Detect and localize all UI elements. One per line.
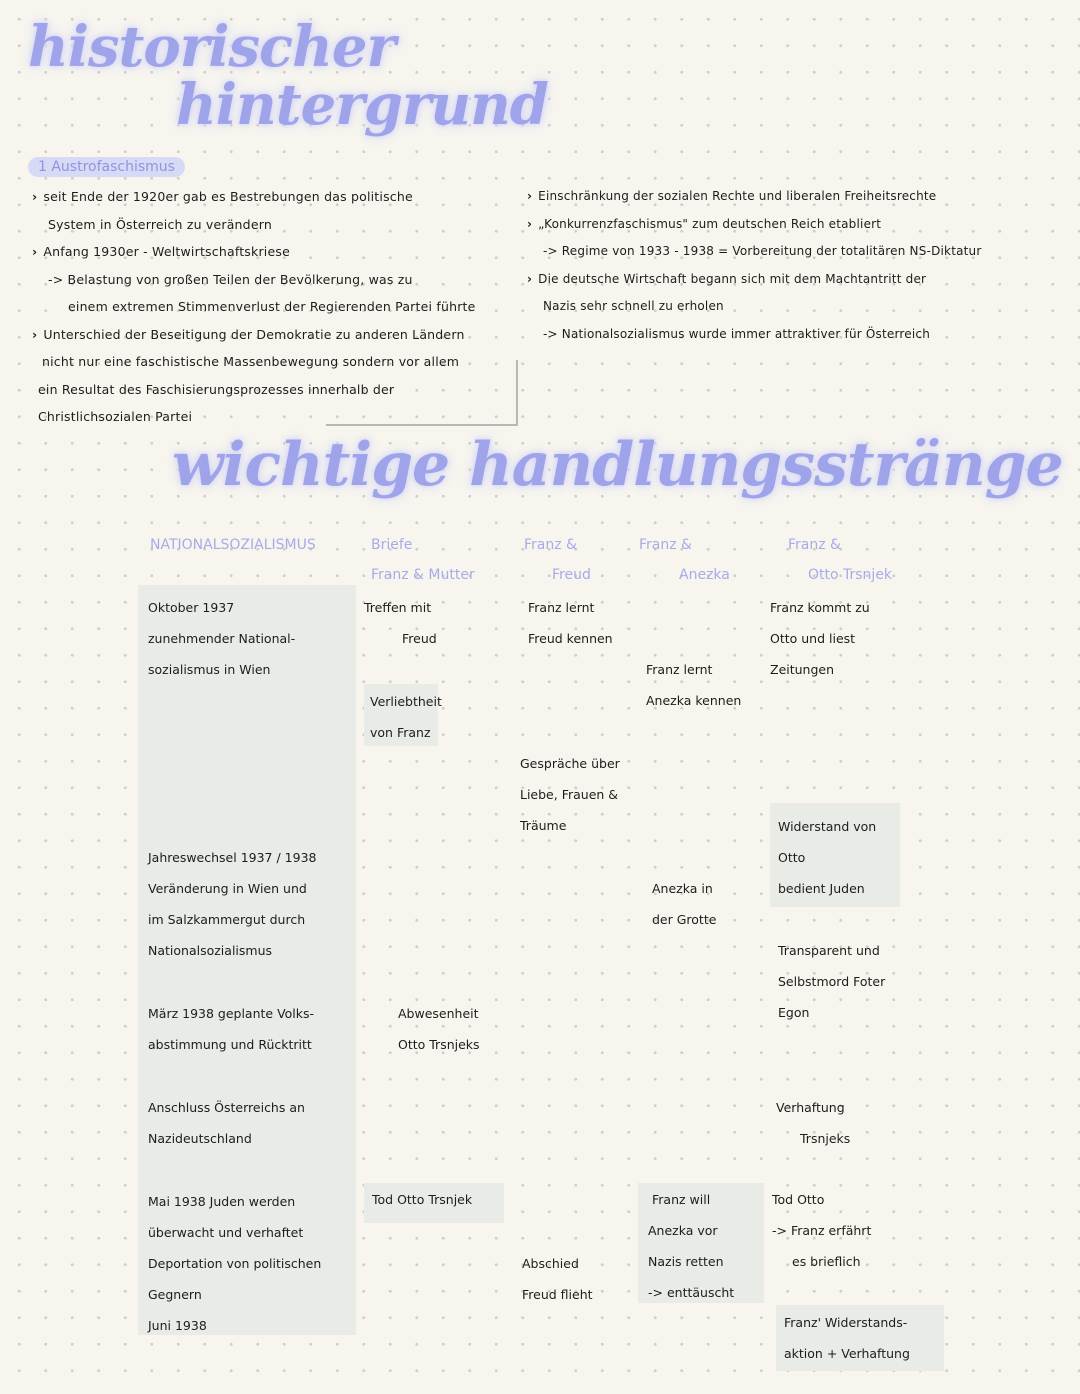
note-line: ein Resultat des Faschisierungsprozesses innerhalb der: [38, 381, 395, 397]
note-line: › seit Ende der 1920er gab es Bestrebungen das politische: [32, 189, 413, 204]
otto-entry-widerstand: Widerstand von Otto bedient Juden: [778, 819, 877, 896]
note-line: -> Regime von 1933 - 1938 = Vorbereitung der totalitären NS-Diktatur: [543, 244, 982, 258]
note-line: › Einschränkung der sozialen Rechte und liberalen Freiheitsrechte: [527, 189, 937, 203]
note-line: › Anfang 1930er - Weltwirtschaftskriese: [32, 244, 290, 259]
bullet-icon: ›: [527, 216, 533, 231]
briefe-entry-tod: Tod Otto Trsnjek: [372, 1192, 473, 1207]
column-header-franz-anezka: Franz & Anezka: [639, 537, 730, 583]
bullet-icon: ›: [32, 189, 38, 204]
note-line: › „Konkurrenzfaschismus" zum deutschen Reich etabliert: [527, 216, 882, 231]
anezka-entry-grotte: Anezka in der Grotte: [652, 881, 717, 927]
note-line: › Die deutsche Wirtschaft begann sich mit dem Machtantritt der: [527, 271, 927, 286]
freud-entry-gespraeche: Gespräche über Liebe, Frauen & Träume: [520, 756, 620, 833]
bullet-icon: ›: [527, 189, 533, 203]
title-historischer: historischer: [28, 14, 395, 80]
otto-entry-verhaftung: Verhaftung Trsnjeks: [776, 1100, 851, 1146]
column-header-franz-freud: Franz & Freud: [524, 537, 591, 583]
divider-line: [326, 424, 516, 426]
note-line: Nazis sehr schnell zu erholen: [543, 299, 724, 313]
title-hintergrund: hintergrund: [176, 72, 548, 138]
section-label-austrofaschismus: 1 Austrofaschismus: [28, 157, 185, 177]
ns-entry-mai-1938: Mai 1938 Juden werden überwacht und verhaftet Deportation von politischen Gegnern Juni 1938: [148, 1194, 322, 1333]
ns-entry-jahreswechsel: Jahreswechsel 1937 / 1938 Veränderung in Wien und im Salzkammergut durch Nationalsozialismus: [148, 850, 317, 958]
ns-entry-maerz-1938: März 1938 geplante Volks- abstimmung und Rücktritt: [148, 1006, 315, 1052]
anezka-entry-retten: Franz will Anezka vor Nazis retten -> enttäuscht: [648, 1192, 735, 1300]
title-wichtige-handlungsstraenge: wichtige handlungsstränge: [172, 430, 1063, 500]
ns-entry-anschluss: Anschluss Österreichs an Nazideutschland: [148, 1100, 305, 1146]
note-line: nicht nur eine faschistische Massenbewegung sondern vor allem: [42, 354, 460, 369]
anezka-entry-kennen: Franz lernt Anezka kennen: [646, 662, 742, 708]
note-line: -> Belastung von großen Teilen der Bevölkerung, was zu: [48, 271, 413, 287]
briefe-entry-verliebtheit: Verliebtheit von Franz: [370, 694, 442, 740]
bullet-icon: ›: [32, 244, 38, 259]
column-header-franz-otto: Franz & Otto Trsnjek: [788, 537, 893, 583]
otto-entry-tod: Tod Otto -> Franz erfährt es brieflich: [772, 1192, 872, 1269]
otto-entry-widerstandsaktion: Franz' Widerstands- aktion + Verhaftung: [784, 1315, 910, 1361]
freud-entry-kennen: Franz lernt Freud kennen: [528, 600, 613, 646]
note-line: -> Nationalsozialismus wurde immer attraktiver für Österreich: [543, 326, 931, 341]
note-line: einem extremen Stimmenverlust der Regierenden Partei führte: [68, 299, 476, 314]
bullet-icon: ›: [32, 326, 38, 342]
otto-entry-transparent: Transparent und Selbstmord Foter Egon: [778, 943, 886, 1020]
bullet-icon: ›: [527, 271, 533, 286]
briefe-entry-abwesenheit: Abwesenheit Otto Trsnjeks: [398, 1006, 480, 1052]
right-notes: [527, 183, 982, 348]
left-notes: [32, 183, 476, 431]
otto-entry-zeitungen: Franz kommt zu Otto und liest Zeitungen: [770, 600, 870, 677]
note-line: Christlichsozialen Partei: [38, 409, 193, 424]
note-line: › Unterschied der Beseitigung der Demokratie zu anderen Ländern: [32, 326, 465, 342]
column-header-briefe: Briefe Franz & Mutter: [371, 537, 475, 583]
divider-line: [516, 360, 518, 426]
briefe-entry-treffen: Treffen mit Freud: [364, 600, 437, 646]
ns-entry-oktober-1937: Oktober 1937 zunehmender National- sozialismus in Wien: [148, 600, 296, 677]
note-line: System in Österreich zu verändern: [48, 216, 272, 232]
column-header-nationalsozialismus: NATIONALSOZIALISMUS: [150, 537, 316, 553]
freud-entry-abschied: Abschied Freud flieht: [522, 1256, 593, 1302]
